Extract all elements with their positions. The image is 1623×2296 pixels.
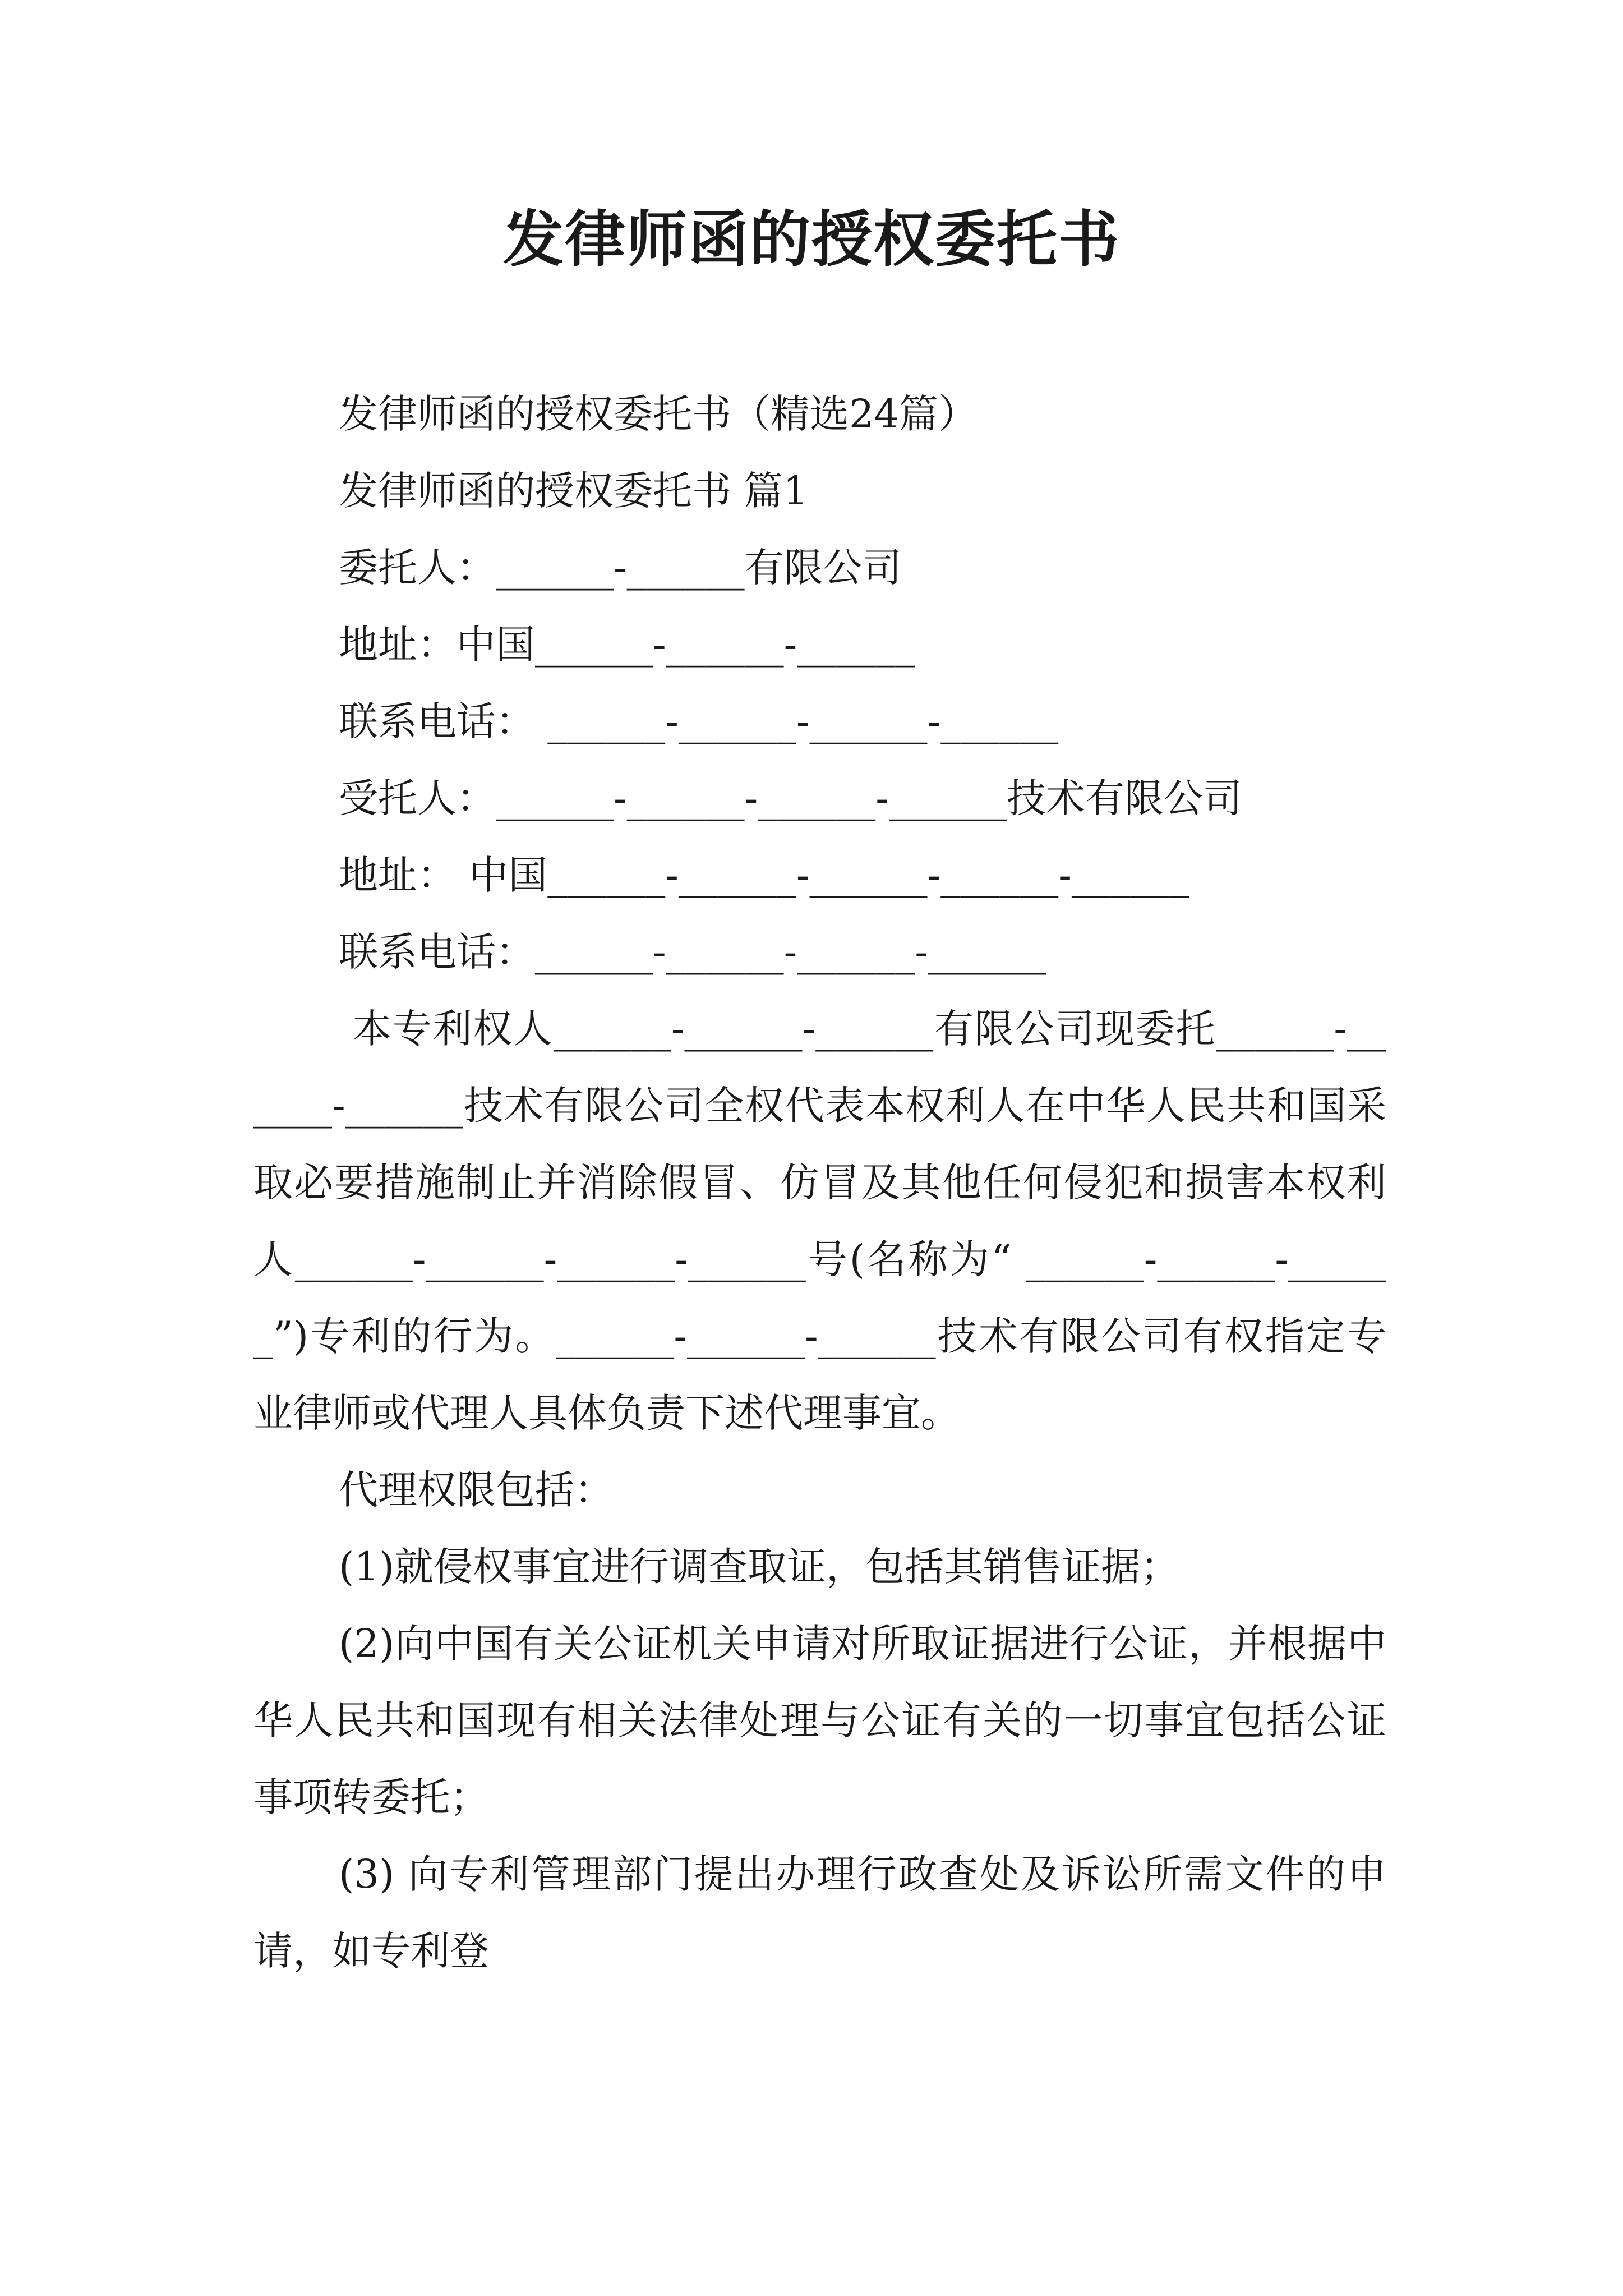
agent-phone-line: 联系电话：______-______-______-______ <box>339 929 1046 975</box>
section-heading: 发律师函的授权委托书 篇1 <box>339 468 808 514</box>
principal-address-line: 地址：中国______-______-______ <box>339 622 915 668</box>
agent-line: 受托人：______-______-______-______技术有限公司 <box>339 775 1242 821</box>
agent-address-line: 地址： 中国______-______-______-______-______ <box>339 852 1189 898</box>
scope-heading: 代理权限包括： <box>339 1467 614 1513</box>
document-body <box>253 376 1386 1990</box>
scope-item-2: (2)向中国有关公证机关申请对所取证据进行公证，并根据中华人民共和国现有相关法律处理与公证有关的一切事宜包括公证事项转委托； <box>253 1621 1386 1820</box>
document-title: 发律师函的授权委托书 <box>502 204 1120 275</box>
subtitle-paragraph: 发律师函的授权委托书（精选24篇） <box>339 391 978 437</box>
authorization-paragraph: 本专利权人______-______-______有限公司现委托______-______-______技术有限公司全权代表本权利人在中华人民共和国采取必要措施制止并消除假冒、仿冒及其他任何侵犯和损害本权利人______-______-______-______号(名称为“ ______-______-______”)专利的行为。______-______-______技术有限公司有权指定专业律师或代理人具体负责下述代理事宜。 <box>253 1006 1386 1436</box>
principal-line: 委托人：______-______有限公司 <box>339 545 902 591</box>
scope-item-1: (1)就侵权事宜进行调查取证，包括其销售证据； <box>339 1544 1180 1590</box>
principal-phone-line: 联系电话： ______-______-______-______ <box>339 698 1059 744</box>
scope-item-3: (3) 向专利管理部门提出办理行政查处及诉讼所需文件的申请，如专利登 <box>253 1851 1386 1974</box>
